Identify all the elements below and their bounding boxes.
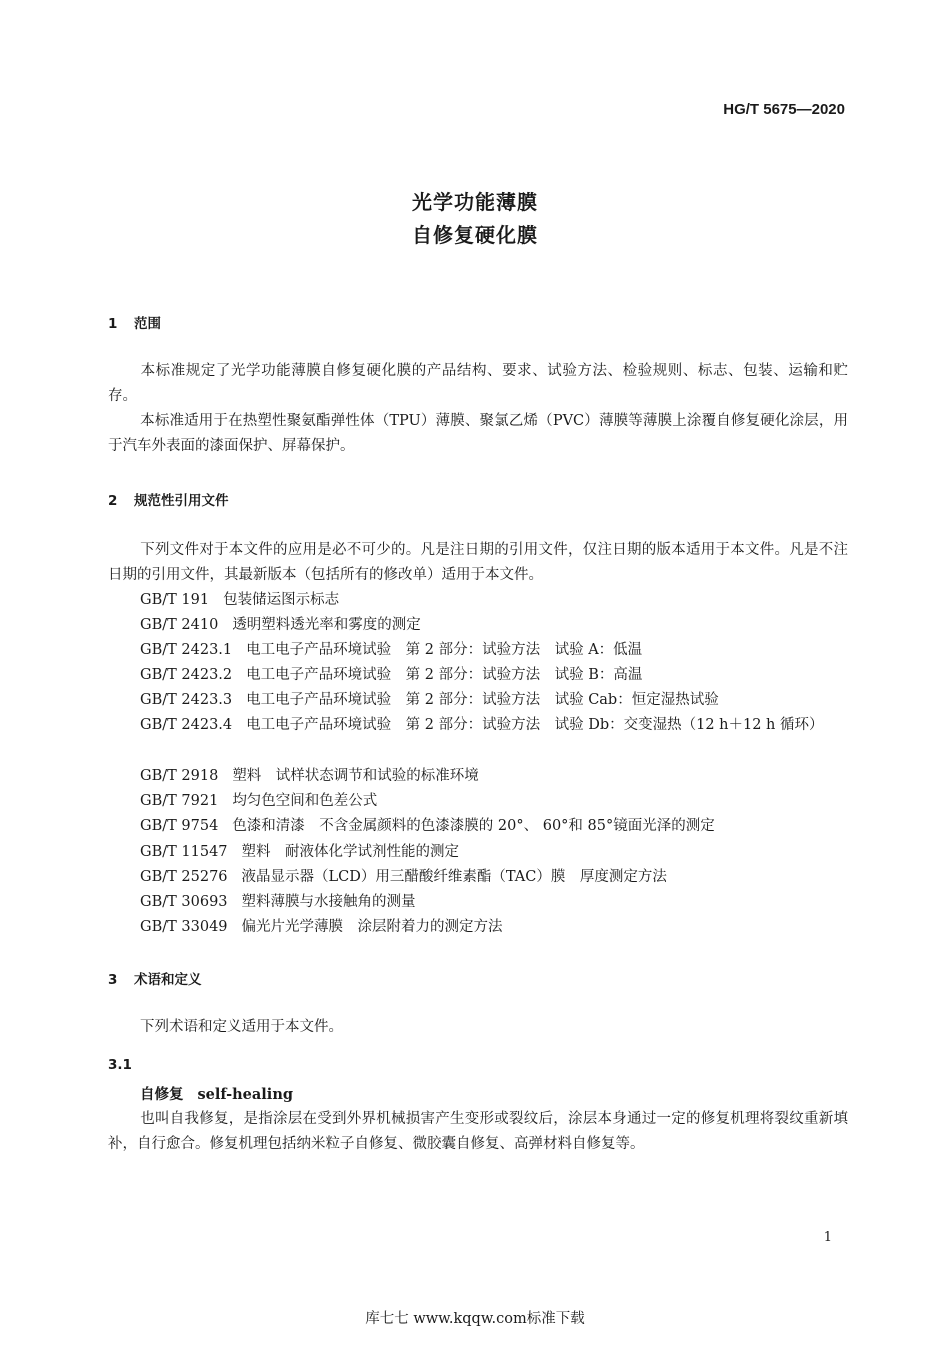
section-3-number: 3 [108, 972, 118, 988]
section-2-title: 规范性引用文件 [134, 493, 229, 509]
reference-title: 透明塑料透光率和雾度的测定 [232, 617, 421, 633]
section-1-number: 1 [108, 316, 118, 332]
reference-title: 色漆和清漆 不含金属颜料的色漆漆膜的 20°、 60°和 85°镜面光泽的测定 [232, 818, 715, 834]
standard-number: HG/T 5675—2020 [723, 101, 845, 118]
reference-item [108, 713, 848, 738]
reference-item [140, 814, 715, 839]
reference-item [140, 588, 339, 613]
term-definition [108, 1107, 848, 1157]
reference-code: GB/T 2423.3 [140, 692, 233, 708]
reference-title: 包装储运图示标志 [223, 592, 340, 608]
section-2-number: 2 [108, 493, 118, 509]
reference-title: 塑料薄膜与水接触角的测量 [241, 894, 416, 910]
section-1-paragraph-2-text: 本标准适用于在热塑性聚氨酯弹性体（TPU）薄膜、聚氯乙烯（PVC）薄膜等薄膜上涂覆自修复硬化涂层，用于汽车外表面的漆面保护、屏幕保护。 [108, 413, 848, 454]
document-title-line2: 自修复硬化膜 [412, 223, 538, 247]
term-entry [140, 1083, 293, 1104]
section-3-intro [108, 1015, 848, 1040]
reference-code: GB/T 11547 [140, 844, 228, 860]
section-2-heading [108, 489, 229, 509]
reference-title: 塑料 耐液体化学试剂性能的测定 [241, 844, 460, 860]
reference-code: GB/T 2410 [140, 617, 219, 633]
reference-title: 电工电子产品环境试验 第 2 部分：试验方法 试验 Db：交变湿热（12 h＋12 h 循环） [246, 717, 824, 733]
reference-code: GB/T 191 [140, 592, 210, 608]
section-2-intro-text: 下列文件对于本文件的应用是必不可少的。凡是注日期的引用文件，仅注日期的版本适用于本文件。凡是不注日期的引用文件，其最新版本（包括所有的修改单）适用于本文件。 [108, 542, 848, 583]
section-1-paragraph-2 [108, 409, 848, 459]
reference-code: GB/T 2918 [140, 768, 219, 784]
reference-title: 塑料 试样状态调节和试验的标准环境 [232, 768, 479, 784]
footer-watermark: 库七七 www.kqqw.com标准下载 [365, 1311, 585, 1327]
reference-item [140, 789, 377, 814]
section-3-heading [108, 968, 202, 988]
reference-title: 电工电子产品环境试验 第 2 部分：试验方法 试验 B：高温 [246, 667, 643, 683]
section-3-intro-text: 下列术语和定义适用于本文件。 [140, 1019, 343, 1035]
reference-code: GB/T 2423.2 [140, 667, 233, 683]
reference-code: GB/T 2423.4 [140, 717, 233, 733]
reference-code: GB/T 7921 [140, 793, 219, 809]
reference-title: 均匀色空间和色差公式 [232, 793, 378, 809]
reference-item [140, 890, 416, 915]
term-definition-text: 也叫自我修复，是指涂层在受到外界机械损害产生变形或裂纹后，涂层本身通过一定的修复机理将裂纹重新填补，自行愈合。修复机理包括纳米粒子自修复、微胶囊自修复、高弹材料自修复等。 [108, 1111, 848, 1152]
term-number: 3.1 [108, 1057, 132, 1073]
section-2-intro [108, 538, 848, 588]
term-chinese: 自修复 [140, 1087, 184, 1103]
reference-item [140, 840, 459, 865]
reference-item [140, 915, 503, 940]
reference-title: 电工电子产品环境试验 第 2 部分：试验方法 试验 Cab：恒定湿热试验 [246, 692, 719, 708]
reference-code: GB/T 9754 [140, 818, 219, 834]
section-1-heading [108, 312, 161, 332]
document-title-line1: 光学功能薄膜 [412, 190, 538, 214]
term-english: self-healing [197, 1086, 293, 1103]
reference-code: GB/T 2423.1 [140, 642, 233, 658]
reference-item [140, 764, 479, 789]
reference-code: GB/T 25276 [140, 869, 228, 885]
reference-item [140, 638, 642, 663]
section-1-title: 范围 [134, 316, 161, 332]
reference-item [140, 613, 421, 638]
reference-title: 偏光片光学薄膜 涂层附着力的测定方法 [241, 919, 503, 935]
reference-item [140, 688, 719, 713]
reference-code: GB/T 30693 [140, 894, 228, 910]
reference-item [140, 663, 642, 688]
section-1-paragraph-1-text: 本标准规定了光学功能薄膜自修复硬化膜的产品结构、要求、试验方法、检验规则、标志、包装、运输和贮存。 [108, 363, 848, 404]
page-number: 1 [823, 1230, 832, 1245]
reference-item [140, 865, 667, 890]
section-1-paragraph-1 [108, 359, 848, 409]
section-3-title: 术语和定义 [134, 972, 202, 988]
reference-code: GB/T 33049 [140, 919, 228, 935]
reference-title: 电工电子产品环境试验 第 2 部分：试验方法 试验 A：低温 [246, 642, 643, 658]
reference-title: 液晶显示器（LCD）用三醋酸纤维素酯（TAC）膜 厚度测定方法 [241, 869, 667, 885]
